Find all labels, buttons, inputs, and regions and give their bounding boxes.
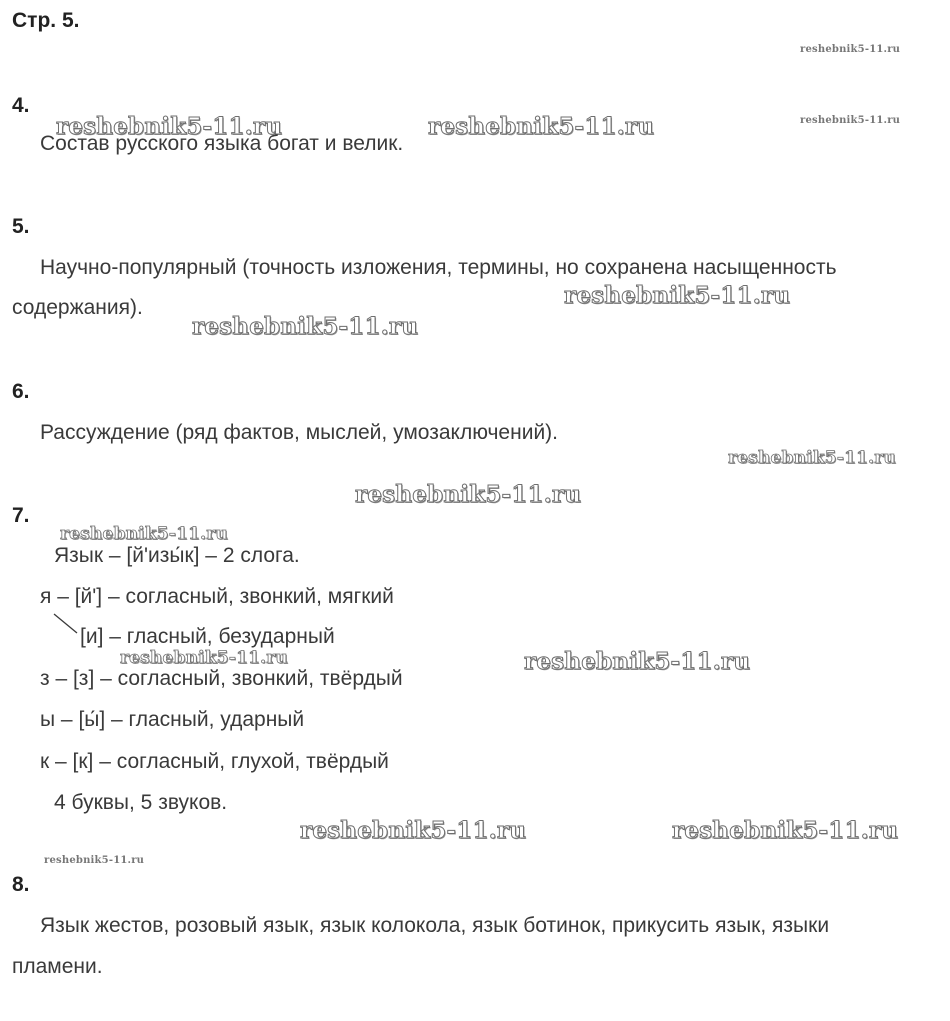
task-5-line-1: Научно-популярный (точность изложения, термины, но сохранена насыщенность [40,256,837,279]
watermark: reshebnik5-11.ru [192,313,419,340]
watermark: reshebnik5-11.ru [355,481,582,508]
watermark: reshebnik5-11.ru [524,648,751,675]
task-7-line-i: [и] – гласный, безударный [80,625,335,648]
watermark-small: reshebnik5-11.ru [800,115,901,126]
watermark: reshebnik5-11.ru [728,448,896,468]
task-8-number: 8. [12,873,30,896]
watermark: reshebnik5-11.ru [56,113,283,140]
watermark: reshebnik5-11.ru [672,817,899,844]
task-4-number: 4. [12,94,30,117]
task-7-line-z: з – [з] – согласный, звонкий, твёрдый [40,667,403,690]
watermark: reshebnik5-11.ru [60,524,228,544]
task-6-text: Рассуждение (ряд фактов, мыслей, умозаключений). [40,421,558,444]
task-4-text: Состав русского языка богат и велик. [40,132,404,155]
task-7-number: 7. [12,504,30,527]
watermark: reshebnik5-11.ru [120,648,288,668]
branch-connector-line [54,614,77,633]
task-7-summary: 4 буквы, 5 звуков. [54,791,228,814]
task-7-intro: Язык – [й'изы́к] – 2 слога. [54,544,300,567]
task-5-line-2: содержания). [12,296,143,319]
watermark: reshebnik5-11.ru [428,113,655,140]
page-title: Стр. 5. [12,9,80,32]
watermark: reshebnik5-11.ru [564,282,791,309]
task-7-line-y: ы – [ы́] – гласный, ударный [40,708,305,731]
task-7-line-k: к – [к] – согласный, глухой, твёрдый [40,750,389,773]
watermark: reshebnik5-11.ru [300,817,527,844]
watermark-small: reshebnik5-11.ru [800,44,901,55]
task-5-number: 5. [12,215,30,238]
task-8-line-2: пламени. [12,955,103,978]
task-6-number: 6. [12,380,30,403]
task-7-line-ya: я – [й'] – согласный, звонкий, мягкий [40,585,394,608]
task-8-line-1: Язык жестов, розовый язык, язык колокола, язык ботинок, прикусить язык, языки [40,914,830,937]
watermark-small: reshebnik5-11.ru [44,855,145,866]
